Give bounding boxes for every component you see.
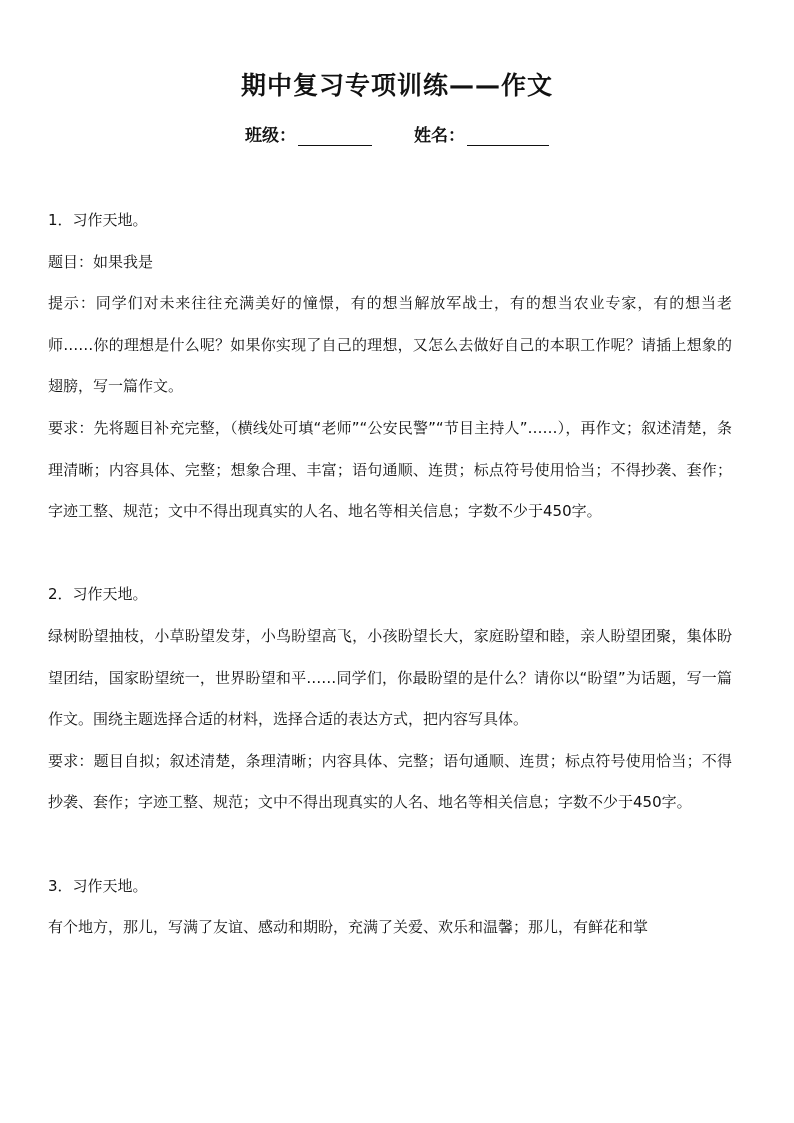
student-info [0,121,794,146]
question-text: 题目：如果我是 [48,252,154,271]
name-blank [467,127,549,146]
question-heading: 1．习作天地。 [48,211,148,229]
question-heading: 2．习作天地。 [48,585,148,604]
question-3 [48,866,732,949]
document-title: 期中复习专项训练——作文 [240,71,553,100]
question-2 [48,574,732,824]
question-text: 要求：先将题目补充完整，（横线处可填“老师”“公安民警”“节目主持人”……），再作文；叙述清楚，条理清晰；内容具体、完整；想象合理、丰富；语句通顺、连贯；标点符号使用恰当；不得抄袭、套作；字迹工整、规范；文中不得出现真实的人名、地名等相关信息；字数不少于450字。 [48,418,732,521]
name-label: 姓名： [413,126,465,146]
question-text: 要求：题目自拟；叙述清楚，条理清晰；内容具体、完整；语句通顺、连贯；标点符号使用恰当；不得抄袭、套作；字迹工整、规范；文中不得出现真实的人名、地名等相关信息；字数不少于450字。 [48,751,732,812]
questions [48,200,732,949]
question-text: 绿树盼望抽枝，小草盼望发芽，小鸟盼望高飞，小孩盼望长大，家庭盼望和睦，亲人盼望团聚，集体盼望团结，国家盼望统一，世界盼望和平……同学们，你最盼望的是什么？请你以“盼望”为话题，写一篇作文。围绕主题选择合适的材料，选择合适的表达方式，把内容写具体。 [48,626,732,729]
question-heading: 3．习作天地。 [48,876,148,895]
question-1 [48,200,732,533]
class-label: 班级： [245,126,297,146]
question-text: 有个地方，那儿，写满了友谊、感动和期盼，充满了关爱、欢乐和温馨；那儿，有鲜花和掌 [48,918,649,937]
question-text: 提示：同学们对未来往往充满美好的憧憬，有的想当解放军战士，有的想当农业专家，有的想当老师……你的理想是什么呢？如果你实现了自己的理想，又怎么去做好自己的本职工作呢？请插上想象的翅膀，写一篇作文。 [48,294,732,396]
class-blank [298,127,372,146]
